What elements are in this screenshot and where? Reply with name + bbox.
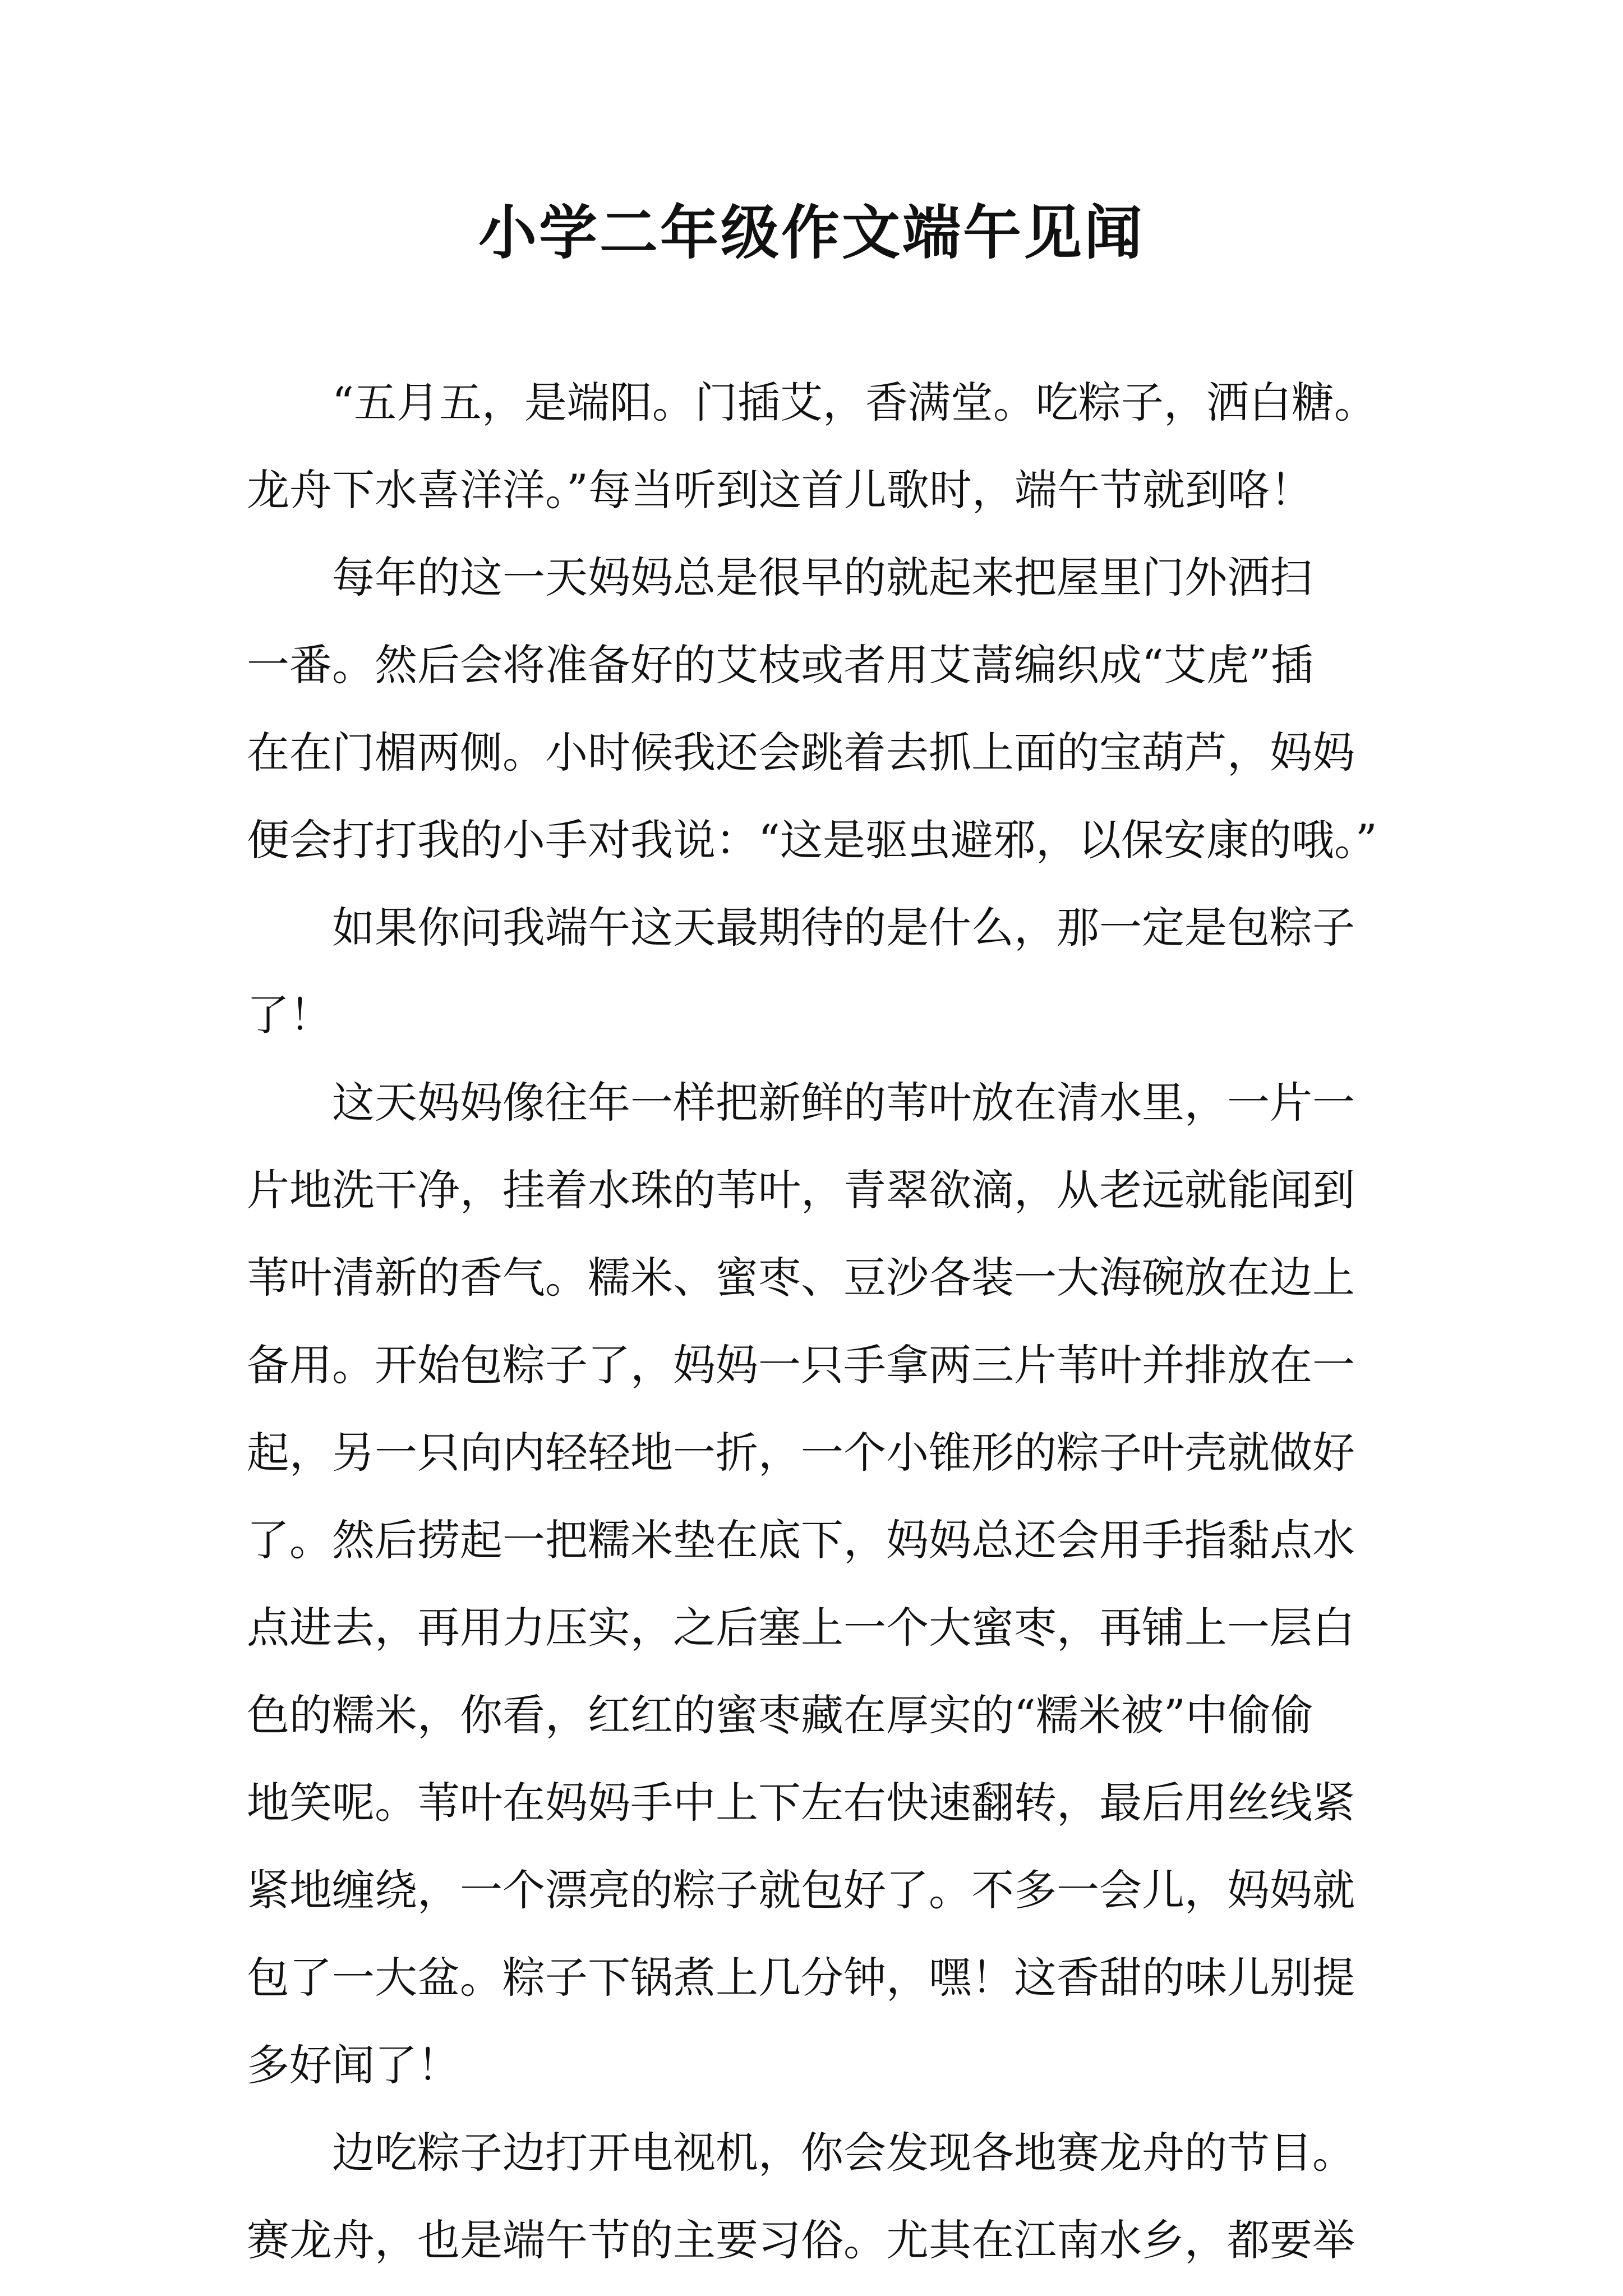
paragraph-line: 多好闻了！ [247, 2040, 460, 2090]
paragraph-line: 这天妈妈像往年一样把新鲜的苇叶放在清水里，一片一 [332, 1078, 1355, 1128]
paragraph [247, 884, 1391, 1059]
paragraph-line: 地笑呢。苇叶在妈妈手中上下左右快速翻转，最后用丝线紧 [247, 1778, 1355, 1828]
paragraph-line: 每年的这一天妈妈总是很早的就起来把屋里门外洒扫 [332, 553, 1312, 602]
paragraph-line: 紧地缠绕，一个漂亮的粽子就包好了。不多一会儿，妈妈就 [247, 1865, 1355, 1915]
paragraph [247, 2109, 1391, 2284]
paragraph-line: 苇叶清新的香气。糯米、蜜枣、豆沙各装一大海碗放在边上 [247, 1253, 1355, 1303]
document-body [247, 359, 1391, 2284]
paragraph-line: 起，另一只向内轻轻地一折，一个小锥形的粽子叶壳就做好 [247, 1428, 1355, 1478]
paragraph-line: 备用。开始包粽子了，妈妈一只手拿两三片苇叶并排放在一 [247, 1340, 1355, 1390]
paragraph-line: 赛龙舟，也是端午节的主要习俗。尤其在江南水乡，都要举 [247, 2215, 1355, 2265]
paragraph-line: 在在门楣两侧。小时候我还会跳着去抓上面的宝葫芦，妈妈 [247, 728, 1355, 777]
paragraph-line: 边吃粽子边打开电视机，你会发现各地赛龙舟的节目。 [332, 2128, 1355, 2178]
paragraph [247, 534, 1391, 884]
paragraph-line: 色的糯米，你看，红红的蜜枣藏在厚实的“糯米被”中偷偷 [247, 1690, 1313, 1740]
paragraph-line: 便会打打我的小手对我说：“这是驱虫避邪，以保安康的哦。” [247, 815, 1377, 865]
paragraph [247, 359, 1391, 534]
document-title: 小学二年级作文端午见闻 [478, 198, 1145, 267]
paragraph-line: 片地洗干净，挂着水珠的苇叶，青翠欲滴，从老远就能闻到 [247, 1165, 1355, 1215]
paragraph-line: 一番。然后会将准备好的艾枝或者用艾蒿编织成“艾虎”插 [247, 640, 1313, 690]
paragraph-line: “五月五，是端阳。门插艾，香满堂。吃粽子，洒白糖。 [332, 378, 1377, 427]
paragraph-line: 了！ [247, 990, 332, 1040]
paragraph-line: 点进去，再用力压实，之后塞上一个大蜜枣，再铺上一层白 [247, 1603, 1355, 1653]
paragraph-line: 包了一大盆。粽子下锅煮上几分钟，嘿！这香甜的味儿别提 [247, 1953, 1355, 2003]
paragraph [247, 1059, 1391, 2109]
paragraph-line: 了。然后捞起一把糯米垫在底下，妈妈总还会用手指黏点水 [247, 1515, 1355, 1565]
paragraph-line: 如果你问我端午这天最期待的是什么，那一定是包粽子 [332, 903, 1355, 953]
paragraph-line: 龙舟下水喜洋洋。”每当听到这首儿歌时，端午节就到咯！ [247, 465, 1313, 515]
